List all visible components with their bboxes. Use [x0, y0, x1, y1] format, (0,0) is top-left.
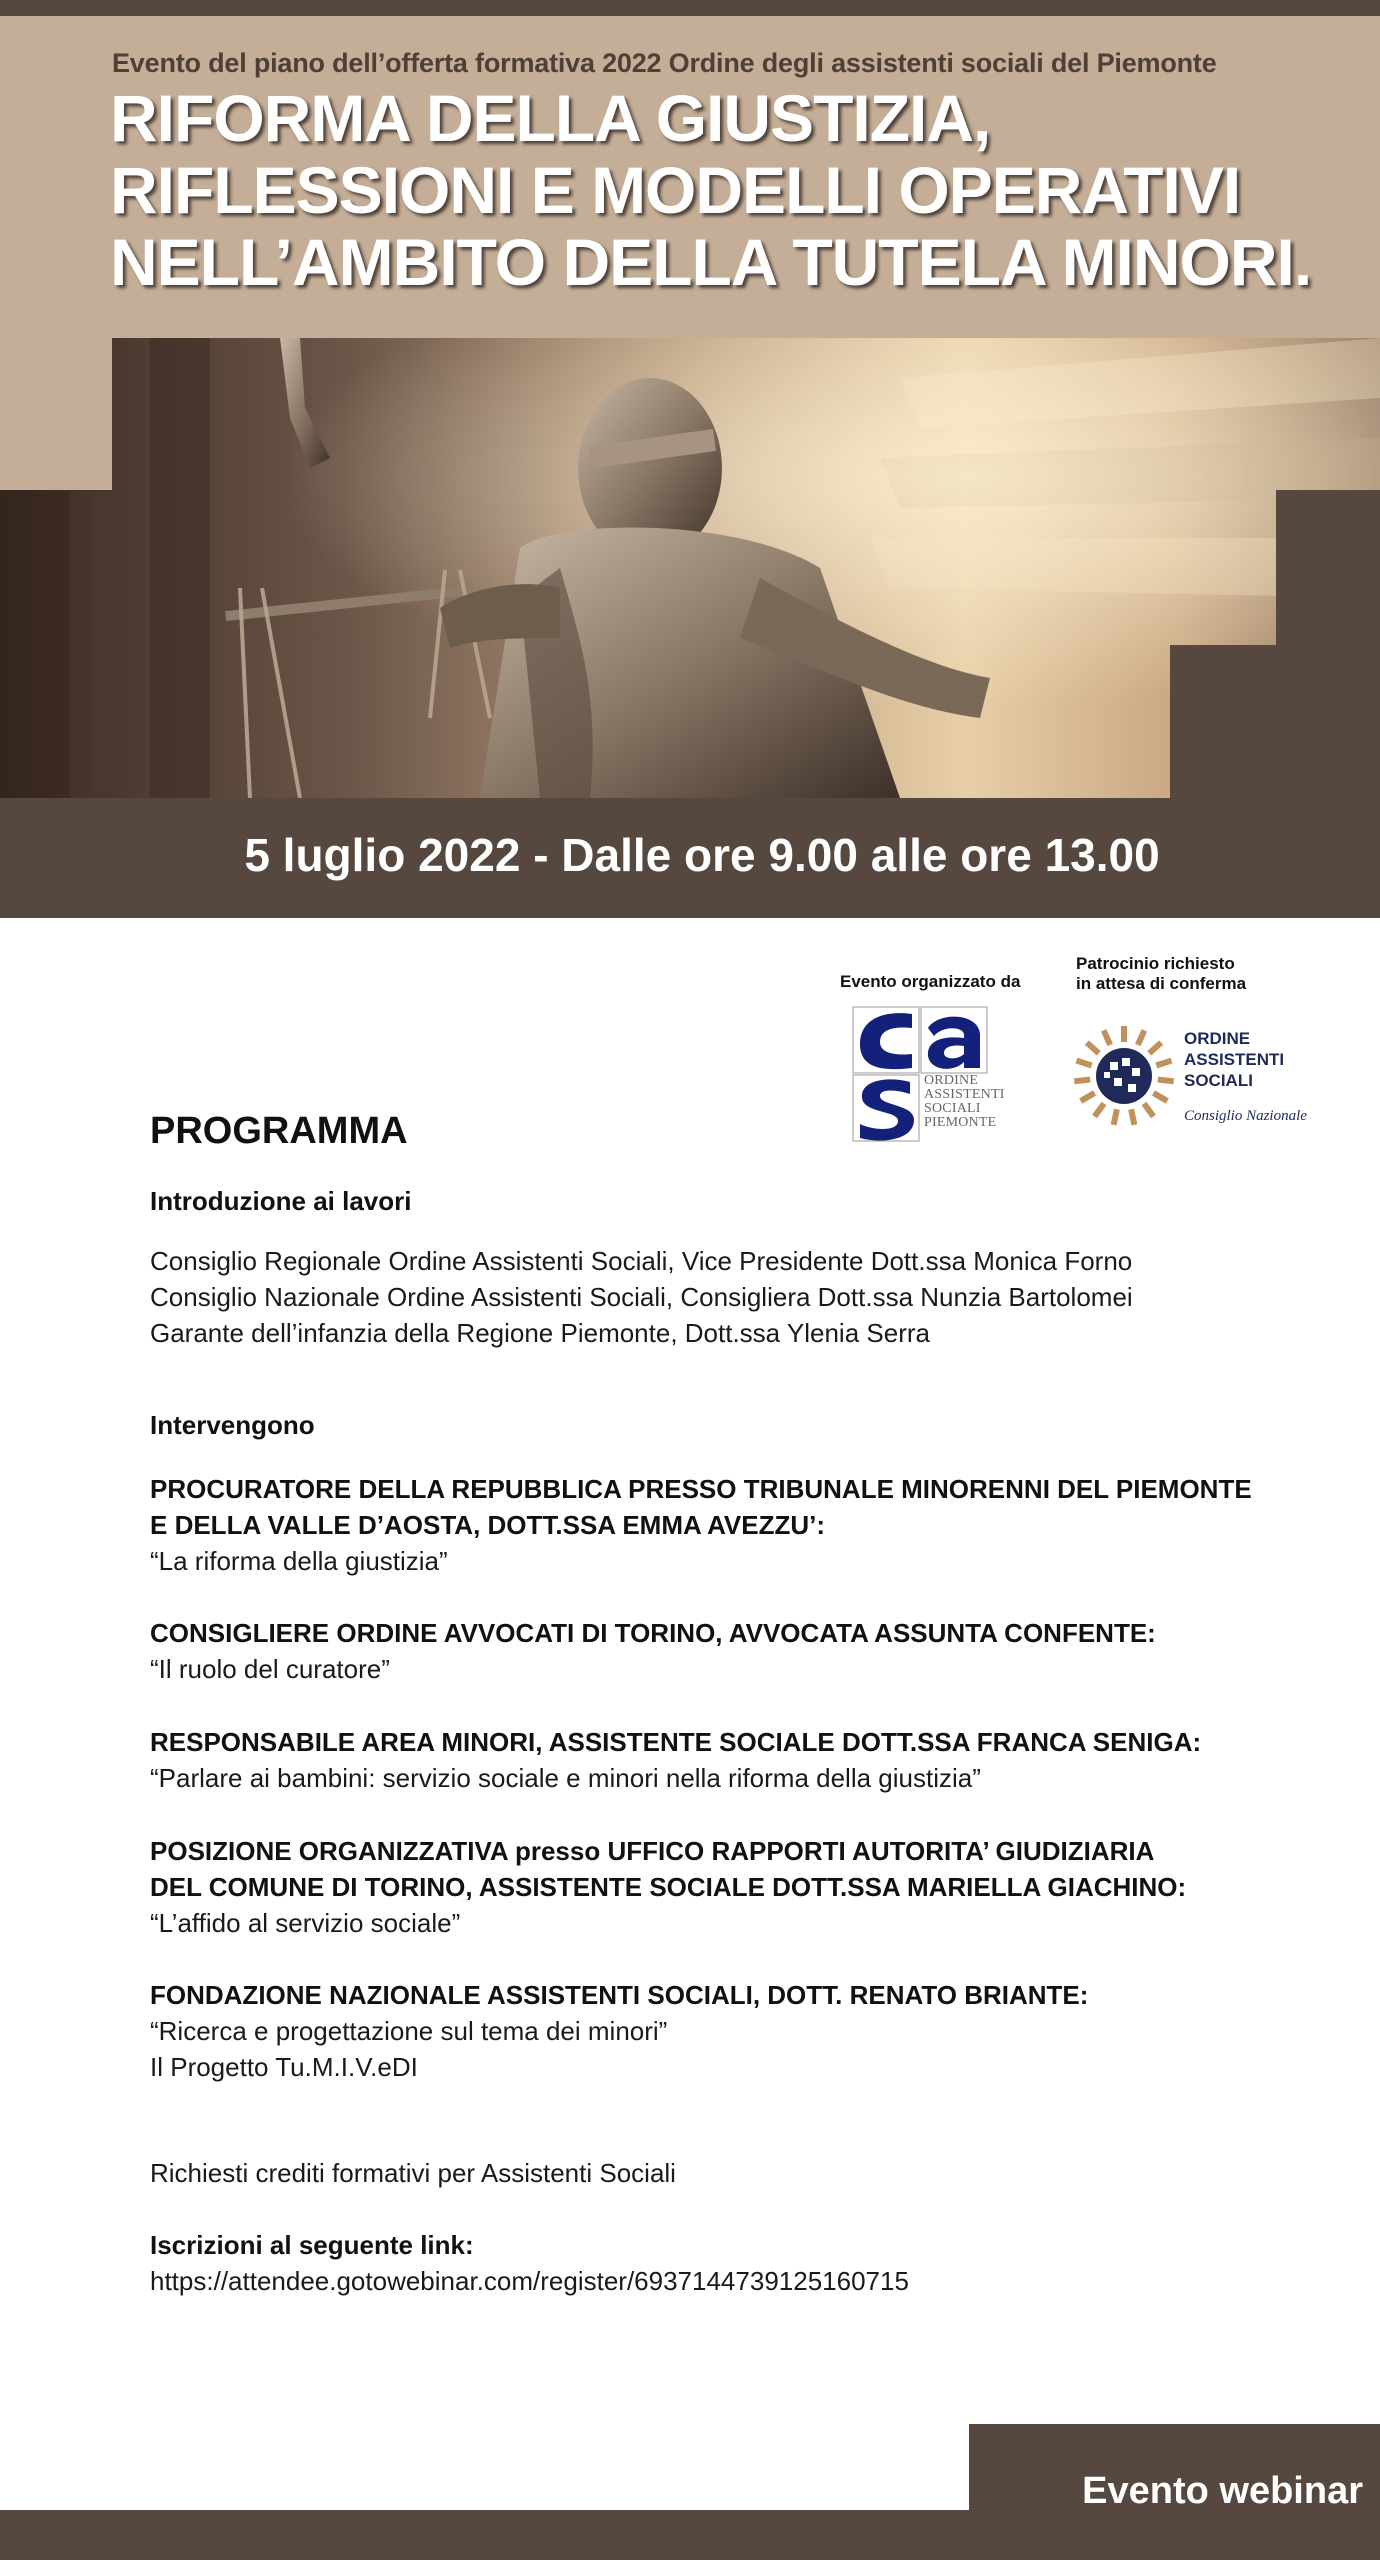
- patronage-label-line: in attesa di conferma: [1076, 974, 1247, 993]
- intro-line: Consiglio Regionale Ordine Assistenti Sociali, Vice Presidente Dott.ssa Monica Forno: [150, 1246, 1133, 1276]
- speakers-heading: Intervengono: [150, 1410, 315, 1440]
- patronage-label: [1076, 954, 1246, 994]
- cnoas-logo: [1074, 1020, 1324, 1140]
- cnoas-logo-subtitle: Consiglio Nazionale: [1184, 1108, 1307, 1124]
- decor-block-step: [1170, 645, 1276, 798]
- intro-line: Consiglio Nazionale Ordine Assistenti Sociali, Consigliera Dott.ssa Nunzia Bartolomei: [150, 1282, 1133, 1312]
- croas-piemonte-logo: [852, 1006, 1005, 1142]
- intro-heading: Introduzione ai lavori: [150, 1186, 412, 1216]
- speaker-name: FONDAZIONE NAZIONALE ASSISTENTI SOCIALI, DOTT. RENATO BRIANTE:: [150, 1980, 1089, 2010]
- talk-title: “L’affido al servizio sociale”: [150, 1908, 461, 1938]
- registration-link[interactable]: https://attendee.gotowebinar.com/register/6937144739125160715: [150, 2266, 909, 2296]
- speaker-name: PROCURATORE DELLA REPUBBLICA PRESSO TRIBUNALE MINORENNI DEL PIEMONTE: [150, 1474, 1252, 1504]
- speaker-name: POSIZIONE ORGANIZZATIVA presso UFFICO RAPPORTI AUTORITA’ GIUDIZIARIA: [150, 1836, 1155, 1866]
- croas-logo-line: SOCIALI: [924, 1101, 981, 1116]
- registration-heading: Iscrizioni al seguente link:: [150, 2230, 474, 2260]
- talk-title: “Ricerca e progettazione sul tema dei minori”: [150, 2016, 668, 2046]
- header-band-left-extension: [0, 338, 112, 490]
- intro-line: Garante dell’infanzia della Regione Piemonte, Dott.ssa Ylenia Serra: [150, 1318, 930, 1348]
- croas-logo-line: PIEMONTE: [924, 1115, 997, 1130]
- credits-note: Richiesti crediti formativi per Assistenti Sociali: [150, 2158, 676, 2188]
- talk-title: “La riforma della giustizia”: [150, 1546, 448, 1576]
- event-title: [110, 82, 1310, 298]
- title-line: RIFLESSIONI E MODELLI OPERATIVI: [110, 153, 1241, 227]
- programme-heading: PROGRAMMA: [150, 1110, 408, 1152]
- croas-logo-text: [924, 1074, 1005, 1130]
- organized-by-label: Evento organizzato da: [840, 972, 1021, 991]
- cnoas-logo-name: [1184, 1028, 1284, 1091]
- event-subtitle: Evento del piano dell’offerta formativa 2022 Ordine degli assistenti sociali del Piemonte: [112, 48, 1217, 78]
- title-line: RIFORMA DELLA GIUSTIZIA,: [110, 81, 991, 155]
- top-strip: [0, 0, 1380, 16]
- talk-title: “Il ruolo del curatore”: [150, 1654, 390, 1684]
- cnoas-logo-line: SOCIALI: [1184, 1071, 1253, 1090]
- talk-title: “Parlare ai bambini: servizio sociale e minori nella riforma della giustizia”: [150, 1763, 981, 1793]
- speaker-name: DEL COMUNE DI TORINO, ASSISTENTE SOCIALE DOTT.SSA MARIELLA GIACHINO:: [150, 1872, 1187, 1902]
- croas-logo-line: ASSISTENTI: [924, 1087, 1005, 1102]
- title-line: NELL’AMBITO DELLA TUTELA MINORI.: [110, 225, 1312, 299]
- croas-logo-line: ORDINE: [924, 1073, 979, 1088]
- speaker-name: RESPONSABILE AREA MINORI, ASSISTENTE SOCIALE DOTT.SSA FRANCA SENIGA:: [150, 1727, 1202, 1757]
- patronage-label-line: Patrocinio richiesto: [1076, 954, 1235, 973]
- speaker-name: E DELLA VALLE D’AOSTA, DOTT.SSA EMMA AVEZZU’:: [150, 1510, 826, 1540]
- project-name: Il Progetto Tu.M.I.V.eDI: [150, 2052, 418, 2082]
- cnoas-logo-mark: [1074, 1020, 1178, 1130]
- speaker-name: CONSIGLIERE ORDINE AVVOCATI DI TORINO, AVVOCATA ASSUNTA CONFENTE:: [150, 1618, 1156, 1648]
- cnoas-logo-line: ASSISTENTI: [1184, 1050, 1285, 1069]
- cnoas-logo-line: ORDINE: [1184, 1029, 1251, 1048]
- webinar-badge-label: Evento webinar: [1082, 2470, 1363, 2512]
- event-date: 5 luglio 2022 - Dalle ore 9.00 alle ore 13.00: [244, 829, 1160, 881]
- decor-block-right: [1276, 490, 1380, 798]
